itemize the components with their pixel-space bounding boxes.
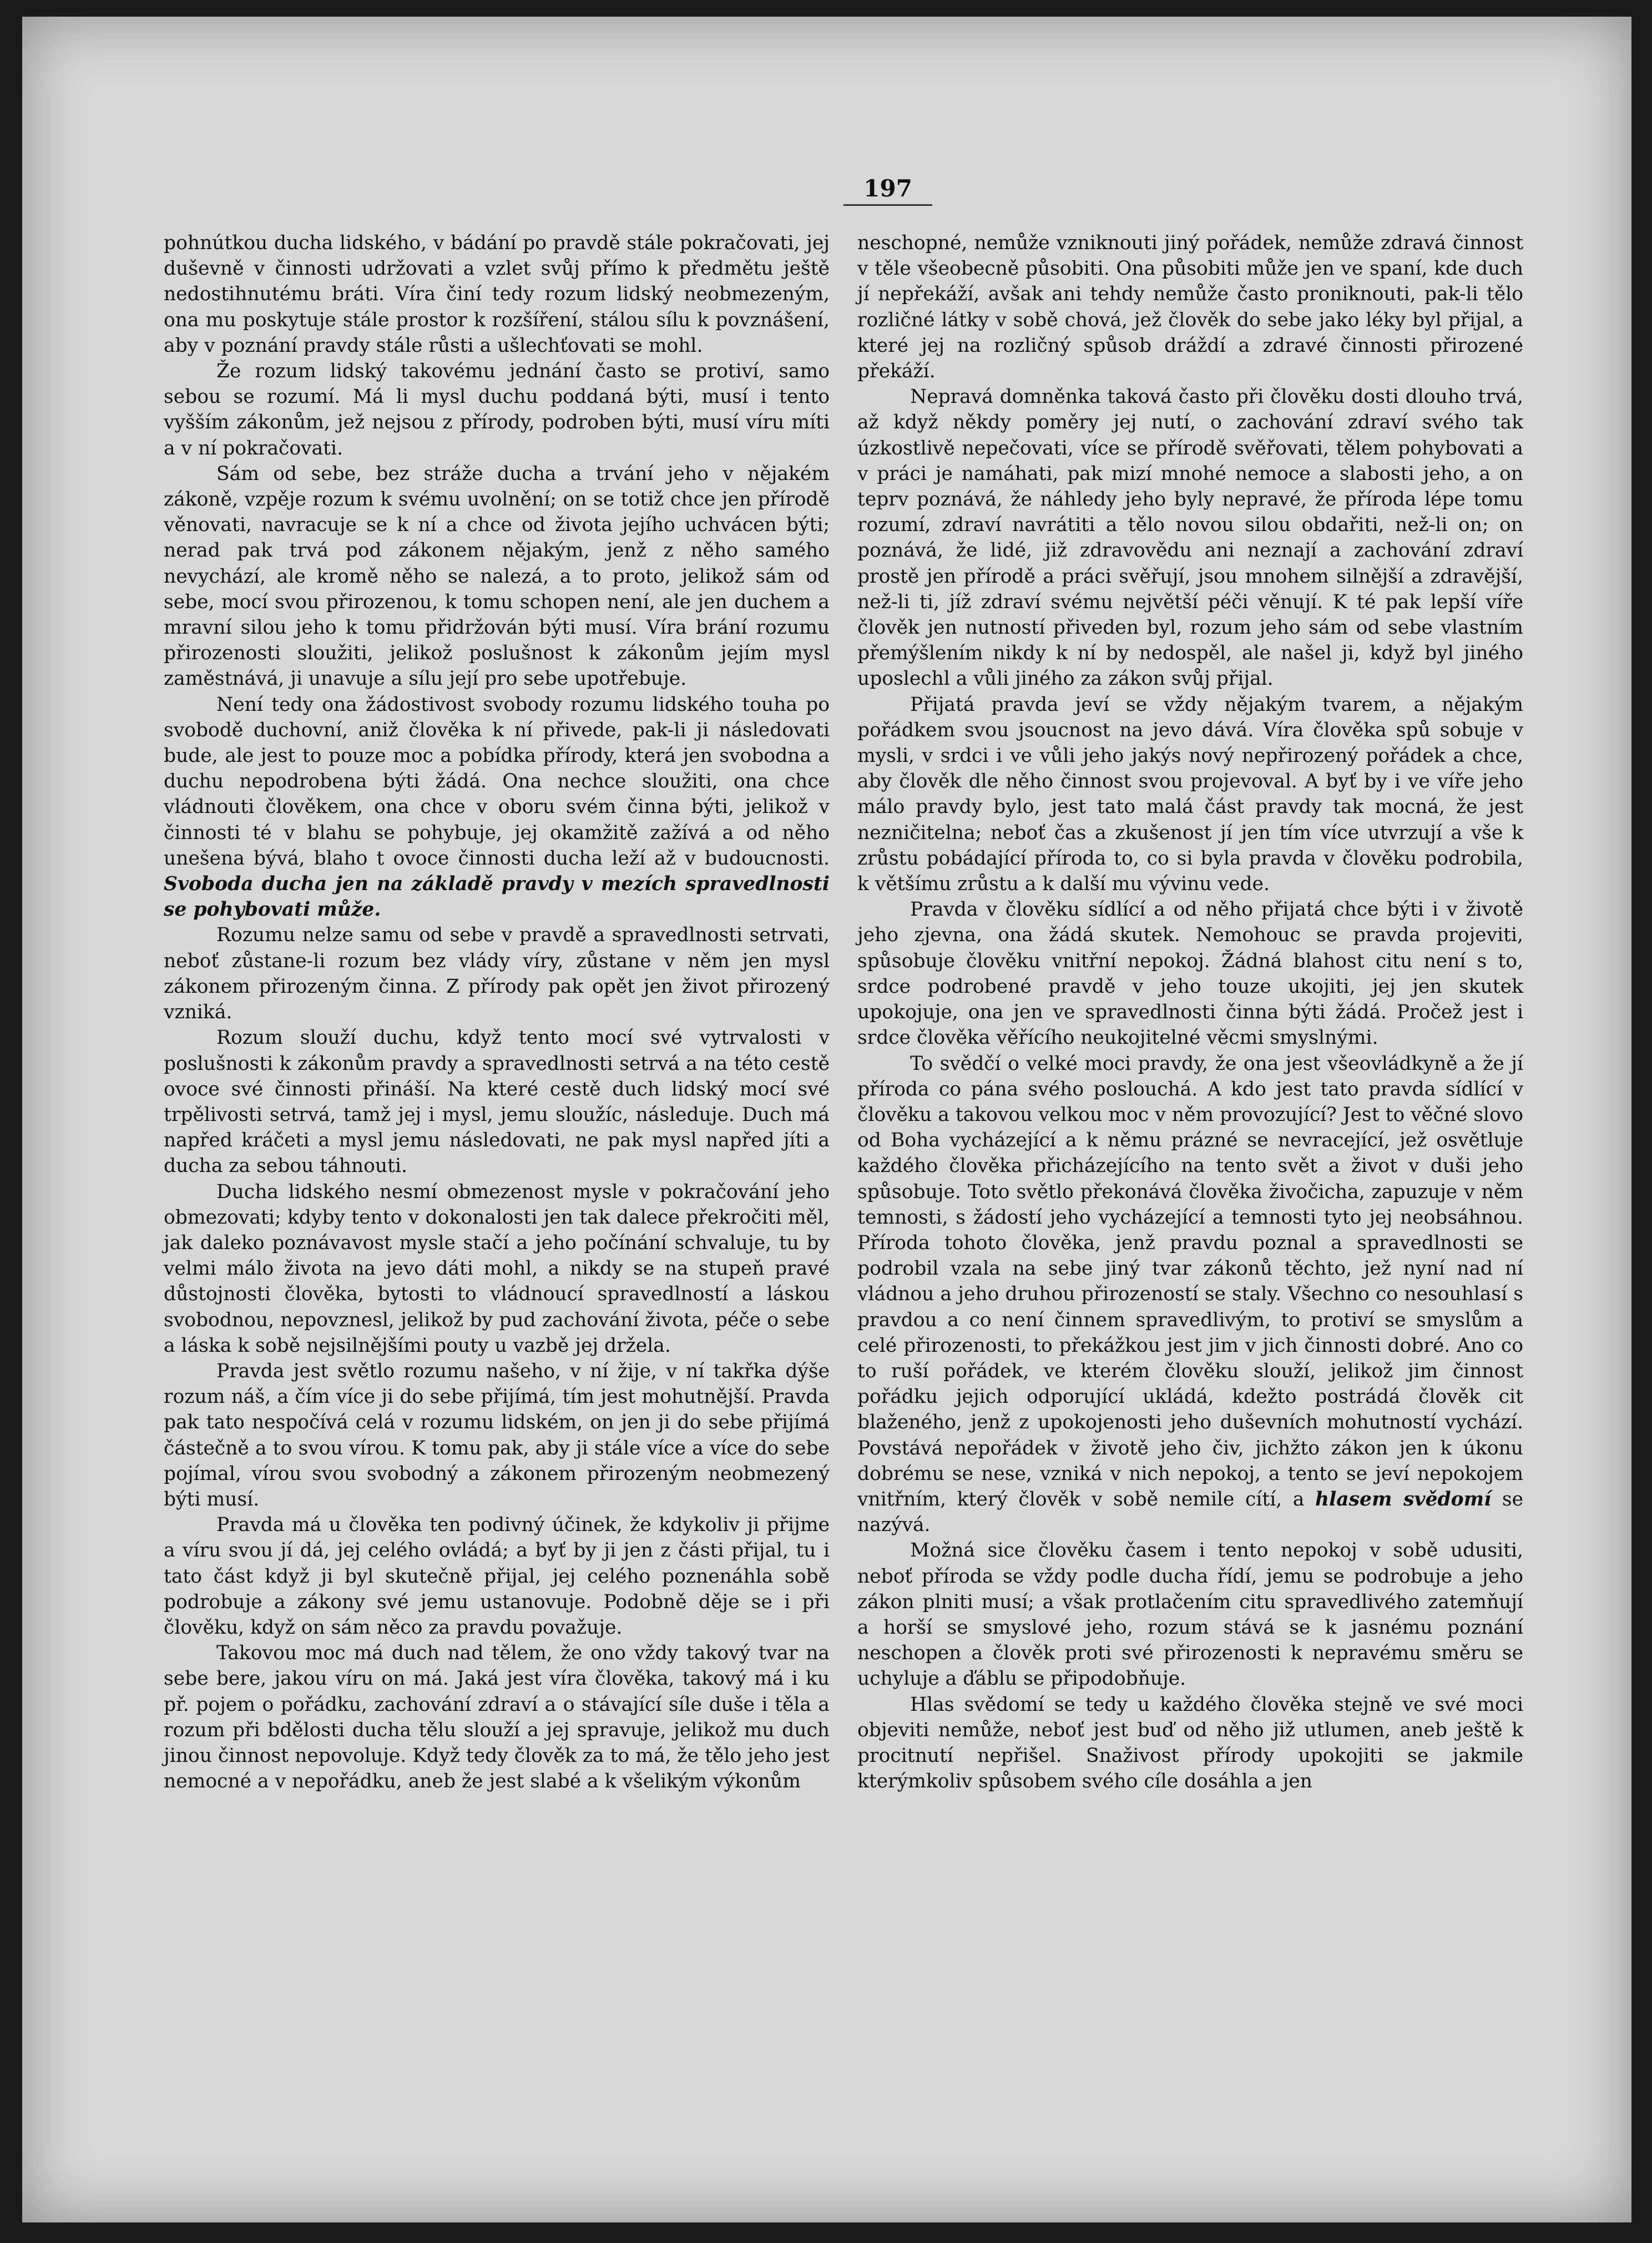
paragraph: Možná sice člověku časem i tento nepokoj v sobě udusiti, neboť příroda se vždy podle ducha řídí, jemu se podrobuje a jeho zákon plniti musí; a však protlačením citu spravedlivého zatemňují a horší se smyslové jeho, rozum stává se k jasnému poznání neschopen a člověk proti své přirozenosti k nepravému směru se uchyluje a ďáblu se připodobňuje. [857,1539,1523,1690]
left-text-column [164,230,830,1794]
paragraph: neschopné, nemůže vzniknouti jiný pořádek, nemůže zdravá činnost v těle všeobecně působiti. Ona působiti může jen ve spaní, kde duch jí nepřekáží, avšak ani tehdy nemůže často proniknouti, pak-li tělo rozličné látky v sobě chová, jež člověk do sebe jako léky byl přijal, a které jej na rozličný spůsob dráždí a zdravé činnosti přirozené překáží. [857,232,1523,383]
paragraph: Přijatá pravda jeví se vždy nějakým tvarem, a nějakým pořádkem svou jsoucnost na jevo dává. Víra člověka spů sobuje v mysli, v srdci i ve vůli jeho jakýs nový nepřirozený pořádek a chce, aby člověk dle něho činnost svou projevoval. A byť by i ve víře jeho málo pravdy bylo, jest tato malá část pravdy tak mocná, že jest nezničitelna; neboť čas a zkušenost jí jen tím více utvrzují a vše k zrůstu pobádající příroda to, co si byla pravda v člověku podrobila, k většímu zrůstu a k další mu vývinu vede. [857,693,1523,896]
paragraph: Takovou moc má duch nad tělem, že ono vždy takový tvar na sebe bere, jakou víru on má. Jaká jest víra člověka, takový má i ku př. pojem o pořádku, zachování zdraví a o stávající síle duše i těla a rozum při bdělosti ducha tělu slouží a jej spravuje, jelikož mu duch jinou činnost nepovoluje. Když tedy člověk za to má, že tělo jeho jest nemocné a v nepořádku, aneb že jest slabé a k všelikým výkonům [164,1642,830,1793]
paragraph: Pravda jest světlo rozumu našeho, v ní žije, v ní takřka dýše rozum náš, a čím více ji do sebe přijímá, tím jest mohutnější. Pravda pak tato nespočívá celá v rozumu lidském, on jen ji do sebe přijímá částečně a to svou vírou. K tomu pak, aby ji stále více a více do sebe pojímal, vírou svou svobodný a zákonem přirozeným neobmezený býti musí. [164,1360,830,1511]
paragraph: Pravda má u člověka ten podivný účinek, že kdykoliv ji přijme a víru svou jí dá, jej celého ovládá; a byť by ji jen z části přijal, tu i tato část když ji byl skutečně přijal, jej celého poznenáhla sobě podrobuje a zákony své jemu ustanovuje. Podobně děje se i při člověku, když on sám něco za pravdu považuje. [164,1514,830,1639]
paragraph: Rozum slouží duchu, když tento mocí své vytrvalosti v poslušnosti k zákonům pravdy a spravedlnosti setrvá a na této cestě ovoce své činnosti přináší. Na které cestě duch lidský mocí své trpělivosti setrvá, tamž jej i mysl, jemu sloužíc, následuje. Duch má napřed kráčeti a mysl jemu následovati, ne pak mysl napřed jíti a ducha za sebou táhnouti. [164,1027,830,1178]
paragraph: Že rozum lidský takovému jednání často se protiví, samo sebou se rozumí. Má li mysl duchu poddaná býti, musí i tento vyšším zákonům, jež nejsou z přírody, podroben býti, musí víru míti a v ní pokračovati. [164,360,830,459]
paragraph: Nepravá domněnka taková často při člověku dosti dlouho trvá, až když někdy poměry jej nutí, o zachování zdraví svého tak úzkostlivě nepečovati, více se přírodě svěřovati, tělem pohybovati a v práci je namáhati, pak mizí mnohé nemoce a slabosti jeho, a on teprv poznává, že náhledy jeho byly nepravé, že příroda lépe tomu rozumí, zdraví navrátiti a tělo novou silou obdařiti, než-li on; on poznává, že lidé, již zdravovědu ani neznají a zachování zdraví prostě jen přírodě a práci svěřují, jsou mnohem silnější a zdravější, než-li ti, jíž zdraví svému největší péči věnují. K té pak lepší víře člověk jen nutností přiveden byl, rozum jeho sám od sebe vlastním přemýšlením nikdy k ní by nedospěl, ale našel ji, když byl jiného uposlechl a vůli jiného za zákon svůj přijal. [857,386,1523,690]
paragraph: pohnútkou ducha lidského, v bádání po pravdě stále pokračovati, jej duševně v činnosti udržovati a vzlet svůj přímo k předmětu ještě nedostihnutému bráti. Víra činí tedy rozum lidský neobmezeným, ona mu poskytuje stále prostor k rozšíření, stálou sílu k povznášení, aby v poznání pravdy stále růsti a ušlechťovati se mohl. [164,232,830,357]
emphasized-text: Svoboda ducha jen na základě pravdy v mezích spravedlnosti se pohybovati může. [164,873,830,921]
paragraph: Ducha lidského nesmí obmezenost mysle v pokračování jeho obmezovati; kdyby tento v dokonalosti jen tak dalece překročiti měl, jak daleko poznávavost mysle stačí a jeho počínání schvaluje, tu by velmi málo života na jevo dáti mohl, a nikdy se na stupeň pravé důstojnosti člověka, bytosti to vládnoucí spravedlností a láskou svobodnou, nepovznesl, jelikož by pud zachování života, péče o sebe a láska k sobě nejsilnějšími pouty u vazbě jej držela. [164,1180,830,1357]
paragraph: Pravda v člověku sídlící a od něho přijatá chce býti i v životě jeho zjevna, ona žádá skutek. Nemohouc se pravda projeviti, spůsobuje člověku vnitřní nepokoj. Žádná blahost citu není s to, srdce podrobené pravdě v jeho touze ukojiti, jej jen skutek upokojuje, ona jen ve spravedlnosti činna býti žádá. Pročež jest i srdce člověka věřícího neukojitelné věcmi smyslnými. [857,898,1523,1049]
emphasized-text: hlasem svědomí [1315,1488,1492,1511]
paragraph: Rozumu nelze samu od sebe v pravdě a spravedlnosti setrvati, neboť zůstane-li rozum bez vlády víry, zůstane v něm jen mysl zákonem přirozeným činna. Z přírody pak opět jen život přirozený vzniká. [164,924,830,1024]
page-number: 197 [843,175,932,206]
right-text-column [857,230,1523,1794]
scanned-page [22,17,1631,2222]
paragraph: Hlas svědomí se tedy u každého člověka stejně ve své moci objeviti nemůže, neboť jest buď od něho již utlumen, aneb ještě k procitnutí nepřišel. Snaživost přírody upokojiti se jakmile kterýmkoliv spůsobem svého cíle dosáhla a jen [857,1693,1523,1793]
paragraph: To svědčí o velké moci pravdy, že ona jest všeovládkyně a že jí příroda co pána svého poslouchá. A kdo jest tato pravda sídlící v člověku a takovou velkou moc v něm provozující? Jest to věčné slovo od Boha vycházející a k němu prázné se nevracející, jež osvětluje každého člověka přicházejícího na tento svět a život v duši jeho spůsobuje. Toto světlo překonává člověka živočicha, zapuzuje v něm temnosti, s žádostí jeho vycházející a temnosti tyto jej neobsáhnou. Příroda tohoto člověka, jenž pravdu poznal a spravedlnosti se podrobil vzala na sebe jiný tvar zákonů těchto, jež nyní nad ní vládnou a jeho druhou přirozeností se staly. Všechno co nesouhlasí s pravdou a co není činnem spravedlivým, to protiví se smyslům a celé přirozenosti, to překážkou jest jim v jich činnosti dobré. Ano co to ruší pořádek, ve kterém člověku slouží, jelikož jim činnost pořádku jejich odporující ukládá, kdežto postrádá člověk cit blaženého, jenž z upokojenosti jeho duševních mohutností vychází. Povstává nepořádek v životě jeho čiv, jichžto zákon jen k úkonu dobrému se nese, vzniká v nich nepokoj, a tento se jeví nepokojem vnitřním, který člověk v sobě nemile cítí, a hlasem svědomí se nazývá. [857,1052,1523,1537]
paragraph: Sám od sebe, bez stráže ducha a trvání jeho v nějakém zákoně, vzpěje rozum k svému uvolnění; on se totiž chce jen přírodě věnovati, navracuje se k ní a chce od života jejího uchvácen býti; nerad pak trvá pod zákonem nějakým, jenž z něho samého nevychází, ale kromě něho se nalezá, a to proto, jelikož sám od sebe, mocí svou přirozenou, k tomu schopen není, ale jen duchem a mravní silou jeho k tomu přidržován býti musí. Víra brání rozumu přirozenosti sloužiti, jelikož poslušnost k zákonům jejím mysl zaměstnává, ji unavuje a sílu její pro sebe upotřebuje. [164,462,830,690]
paragraph: Není tedy ona žádostivost svobody rozumu lidského touha po svobodě duchovní, aniž člověka k ní přivede, pak-li ji následovati bude, ale jest to pouze moc a pobídka přírody, která jen svobodna a duchu nepodrobena býti žádá. Ona nechce sloužiti, ona chce vládnouti člověkem, ona chce v oboru svém činna býti, jelikož v činnosti té v blahu se pohybuje, jej okamžitě zažívá a od něho unešena bývá, blaho t ovoce činnosti ducha leží až v budoucnosti. Svoboda ducha jen na základě pravdy v mezích spravedlnosti se pohybovati může. [164,693,830,921]
